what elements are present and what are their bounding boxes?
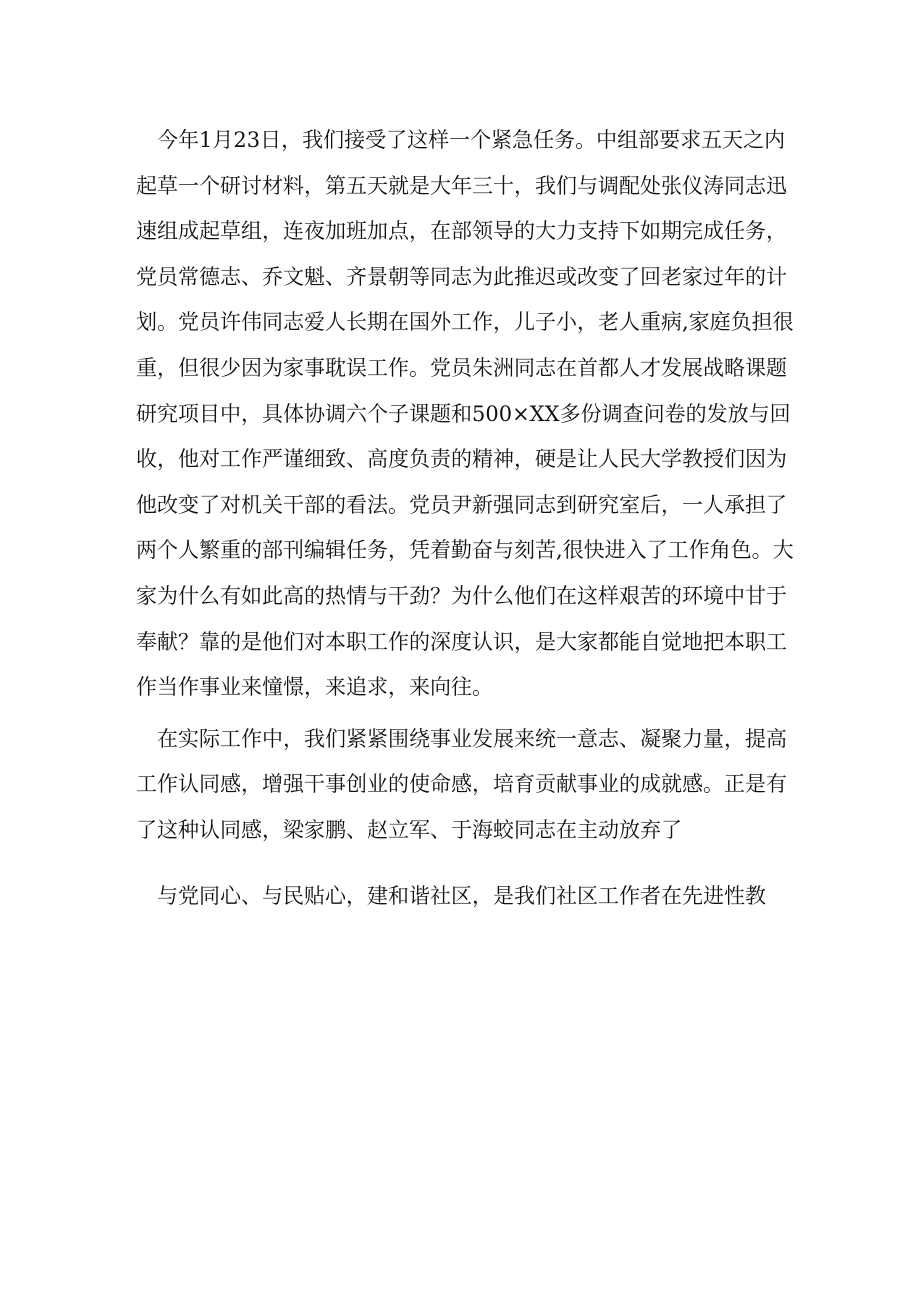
paragraph-2: 在实际工作中，我们紧紧围绕事业发展来统一意志、凝聚力量，提高工作认同感，增强干事创业的使命感，培育贡献事业的成就感。正是有了这种认同感，梁家鹏、赵立军、于海蛟同志在主动放弃了 — [136, 726, 787, 842]
paragraph-3: 与党同心、与民贴心，建和谐社区，是我们社区工作者在先进性教 — [157, 883, 766, 908]
paragraph-1: 今年1月23日，我们接受了这样一个紧急任务。中组部要求五天之内起草一个研讨材料，第五天就是大年三十，我们与调配处张仪涛同志迅速组成起草组，连夜加班加点，在部领导的大力支持下如期完成任务，党员常德志、乔文魁、齐景朝等同志为此推迟或改变了回老家过年的计划。党员许伟同志爱人长期在国外工作，儿子小，老人重病,家庭负担很重，但很少因为家事耽误工作。党员朱洲同志在首都人才发展战略课题研究项目中，具体协调六个子课题和500×XX多份调查问卷的发放与回收，他对工作严谨细致、高度负责的精神，硬是让人民大学教授们因为他改变了对机关干部的看法。党员尹新强同志到研究室后，一人承担了两个人繁重的部刊编辑任务，凭着勤奋与刻苦,很快进入了工作角色。大家为什么有如此高的热情与干劲？为什么他们在这样艰苦的环境中甘于奉献？靠的是他们对本职工作的深度认识，是大家都能自觉地把本职工作当作事业来憧憬，来追求，来向往。 — [136, 128, 794, 700]
document-body — [136, 118, 796, 919]
